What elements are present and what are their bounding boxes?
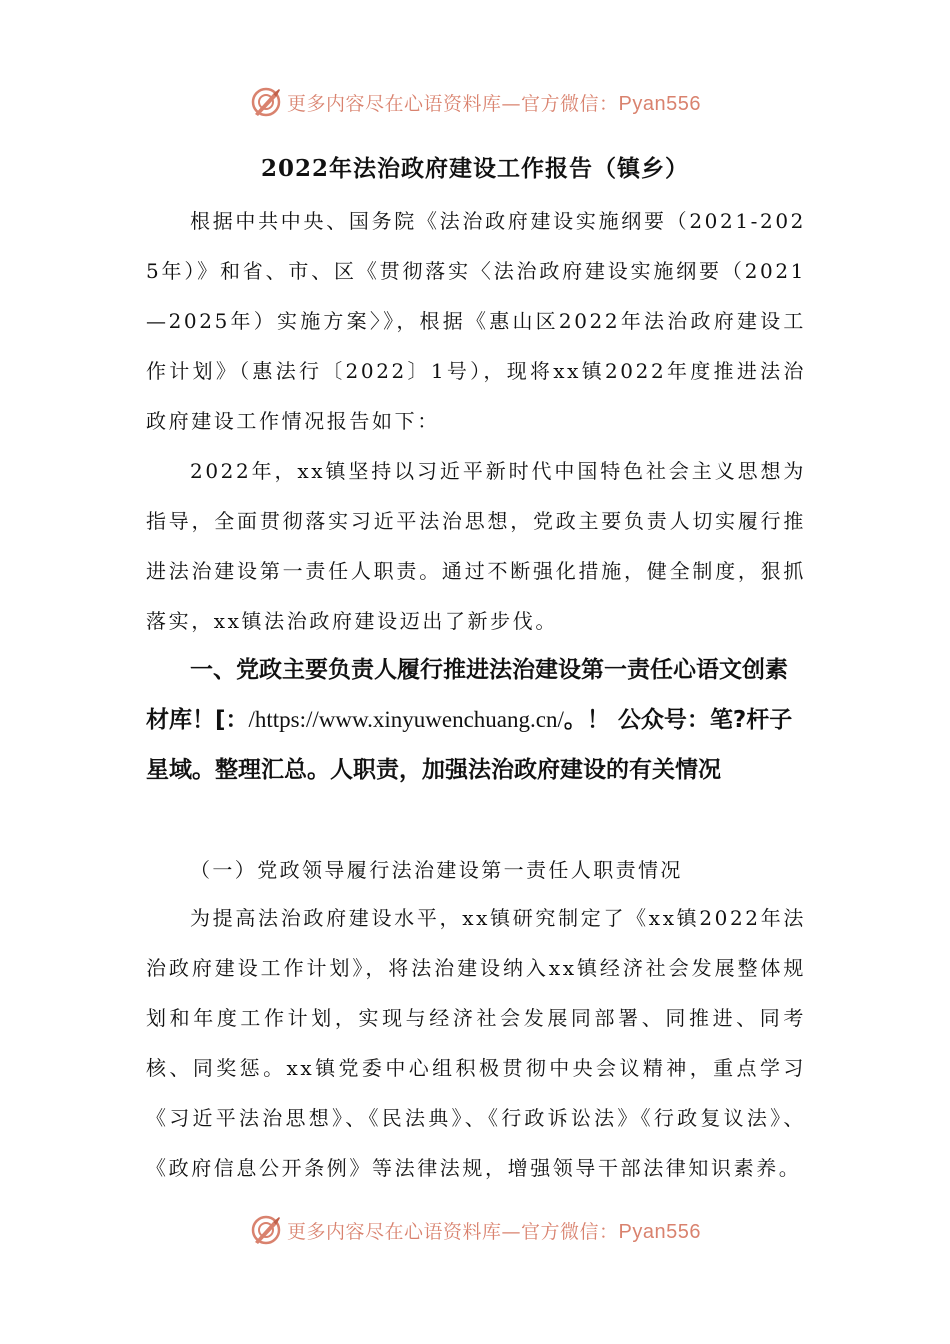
watermark-text: 更多内容尽在心语资料库—官方微信：Pyan556 [287, 92, 701, 115]
heading-url: /https://www.xinyuwenchuang.cn/ [248, 707, 564, 732]
logo-icon [249, 1213, 283, 1247]
paragraph-section-1: 为提高法治政府建设水平，xx镇研究制定了《xx镇2022年法治政府建设工作计划》，将法治建设纳入xx镇经济社会发展整体规划和年度工作计划，实现与经济社会发展同部署、同推进、同考核、同奖惩。xx镇党委中心组积极贯彻中央会议精神，重点学习《习近平法治思想》、《民法典》、《行政诉讼法》《行政复议法》、《政府信息公开条例》等法律法规，增强领导干部法律知识素养。 [146, 906, 806, 1180]
paragraph-intro: 根据中共中央、国务院《法治政府建设实施纲要（2021-2025年）》和省、市、区《贯彻落实〈法治政府建设实施纲要（2021—2025年）实施方案〉》，根据《惠山区2022年法治政府建设工作计划》（惠法行〔2022〕1号），现将xx镇2022年度推进法治政府建设工作情况报告如下： [146, 209, 806, 433]
heading-text-part1: 一、党政主要负责人履行推进法治建设第一责任心语文创素材库！[： [146, 657, 788, 733]
wechat-id: Pyan556 [618, 1220, 701, 1243]
wechat-id: Pyan556 [618, 92, 701, 115]
watermark-footer [0, 1210, 950, 1250]
section-heading-1 [146, 645, 806, 795]
logo-icon [249, 85, 283, 119]
document-title: 2022年法治政府建设工作报告（镇乡） [260, 155, 689, 182]
watermark-text: 更多内容尽在心语资料库—官方微信：Pyan556 [287, 1220, 701, 1243]
heading-text-part2: 。！ 公众号：笔?杆子星域。整理汇总。人职责，加强法治政府建设的有关情况 [146, 707, 793, 783]
paragraph-summary: 2022年，xx镇坚持以习近平新时代中国特色社会主义思想为指导，全面贯彻落实习近平法治思想，党政主要负责人切实履行推进法治建设第一责任人职责。通过不断强化措施，健全制度，狠抓落实，xx镇法治政府建设迈出了新步伐。 [146, 459, 806, 633]
watermark-header [0, 82, 950, 122]
sub-heading-1: （一）党政领导履行法治建设第一责任人职责情况 [190, 858, 683, 882]
